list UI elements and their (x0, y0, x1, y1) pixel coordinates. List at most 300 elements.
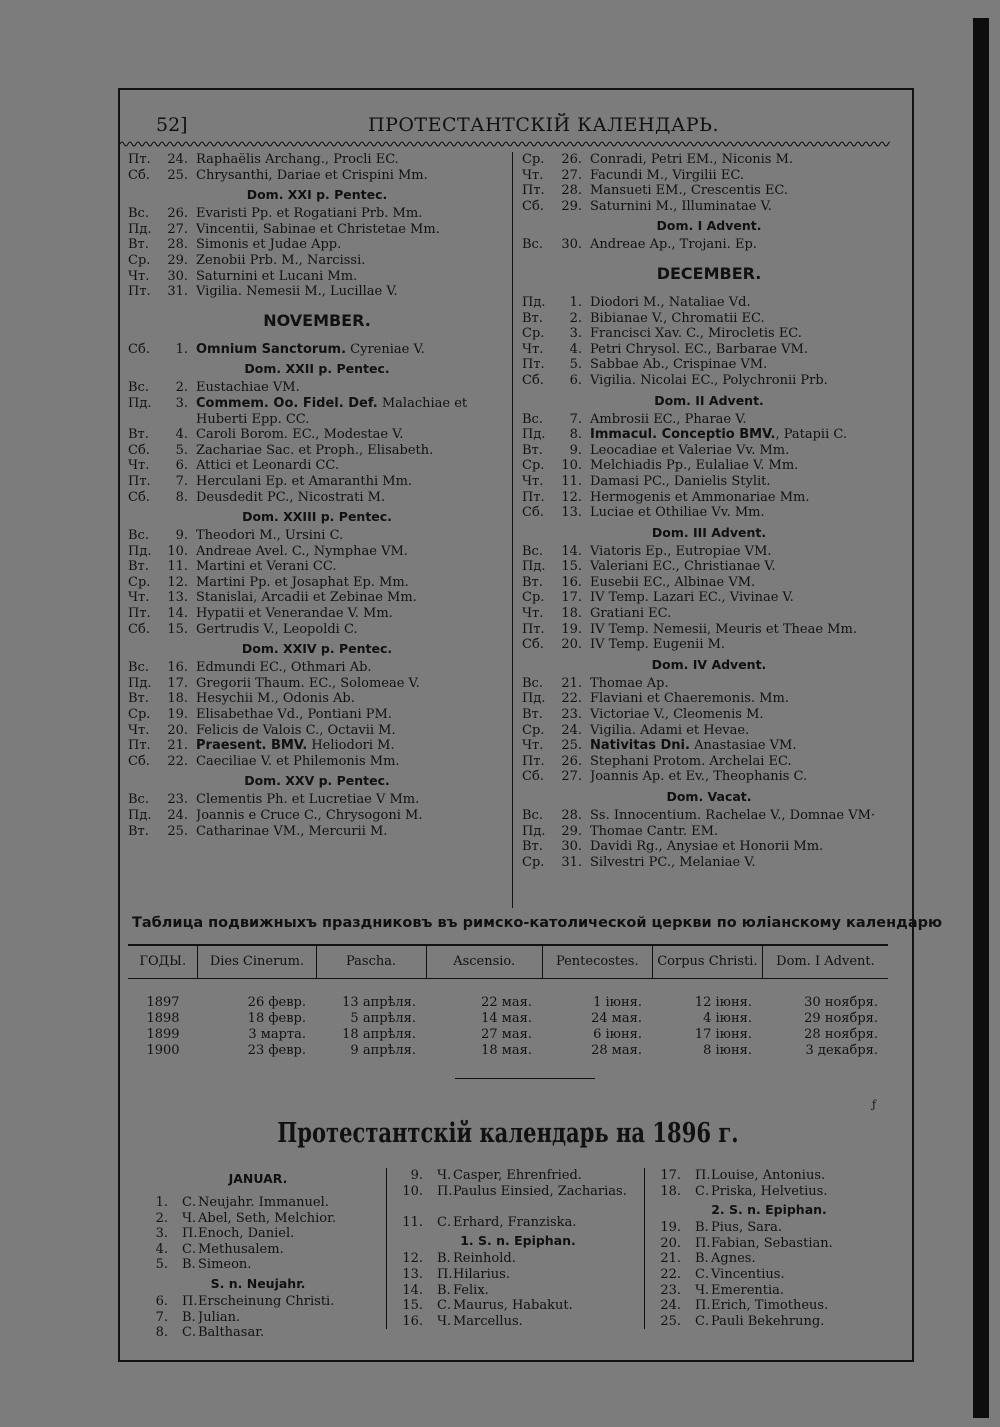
day-number: 12. (402, 1251, 423, 1267)
names-text: Maurus, Habakut. (453, 1298, 573, 1314)
day-number: 25. (561, 738, 582, 754)
table-row (128, 995, 888, 1011)
day-number: 6. (155, 1293, 168, 1309)
day-number: 9. (175, 528, 188, 544)
weekday-abbrev: Вс. (128, 660, 149, 676)
name-day-row (393, 1298, 643, 1314)
names-text: Abel, Seth, Melchior. (198, 1210, 337, 1226)
weekday-abbrev: Вс. (522, 675, 543, 691)
day-number: 1. (175, 341, 188, 357)
name-day-row (651, 1168, 887, 1184)
table-header-cell: Ascensio. (426, 946, 542, 978)
day-number: 4. (175, 427, 188, 443)
names-text: Reinhold. (453, 1251, 516, 1267)
scan-edge-stripe (973, 18, 989, 1418)
day-number: 5. (155, 1257, 168, 1273)
day-number: 26. (561, 753, 582, 769)
calendar-day-row (128, 606, 506, 622)
weekday-abbrev: Сб. (522, 637, 544, 653)
sunday-heading: S. n. Neujahr. (210, 1275, 306, 1291)
names-text: Pius, Sara. (711, 1220, 782, 1236)
saints-text: Thomae Cantr. EM. (590, 823, 719, 839)
weekday-abbrev: Ч. (695, 1282, 710, 1298)
saints-text: Joannis e Cruce C., Chrysogoni M. (196, 808, 423, 823)
day-number: 25. (167, 823, 188, 839)
table-cell: 1 іюня. (593, 995, 642, 1010)
page-number: 52] (156, 114, 188, 136)
day-number: 27. (561, 167, 582, 183)
weekday-abbrev: Сб. (128, 753, 150, 769)
calendar-day-row (522, 443, 896, 459)
calendar-day-row (522, 824, 896, 840)
weekday-abbrev: П. (695, 1235, 711, 1251)
saints-text: Stephani Protom. Archelai EC. (590, 753, 792, 769)
day-number: 29. (561, 198, 582, 214)
saints-text: Martini et Verani CC. (196, 559, 337, 575)
table-header-row (128, 946, 888, 979)
names-text: Fabian, Sebastian. (711, 1235, 833, 1251)
table-header-cell: Pascha. (316, 946, 426, 978)
names-text: Priska, Helvetius. (711, 1183, 828, 1199)
sunday-heading: Dom. I Advent. (656, 218, 762, 234)
table-cell: 24 мая. (591, 1011, 642, 1026)
weekday-abbrev: Сб. (128, 442, 150, 458)
weekday-abbrev: Пт. (522, 183, 545, 199)
names-text: Casper, Ehrenfried. (453, 1168, 582, 1183)
weekday-abbrev: Пт. (522, 621, 545, 637)
names-text: Erhard, Franziska. (453, 1214, 577, 1230)
calendar-day-row (522, 490, 896, 506)
names-text: Balthasar. (198, 1325, 265, 1341)
saints-text: Nativitas Dni. Anastasiae VM. (590, 738, 797, 754)
table-cell: 18 мая. (481, 1043, 532, 1058)
day-number: 3. (569, 326, 582, 342)
day-number: 23. (561, 707, 582, 723)
sunday-heading: Dom. Vacat. (666, 789, 752, 804)
sunday-heading: Dom. II Advent. (654, 392, 764, 408)
weekday-abbrev: С. (695, 1313, 710, 1329)
name-day-row (393, 1184, 643, 1215)
day-number: 24. (167, 808, 188, 823)
day-number: 24. (561, 722, 582, 738)
name-day-row (393, 1251, 643, 1267)
day-number: 11. (167, 559, 188, 575)
day-number: 8. (155, 1325, 168, 1341)
calendar-day-row (522, 505, 896, 521)
name-day-row (651, 1314, 887, 1330)
day-number: 2. (175, 380, 188, 396)
saints-text: Gregorii Thaum. EC., Solomeae V. (196, 675, 420, 691)
weekday-abbrev: Пд. (522, 294, 546, 310)
weekday-abbrev: В. (695, 1251, 709, 1267)
calendar-day-row (522, 723, 896, 739)
calendar-day-row (128, 676, 506, 692)
calendar-day-row (522, 622, 896, 638)
saints-text: Simonis et Judae App. (196, 237, 342, 253)
calendar-day-row (522, 691, 896, 707)
names-text: Emerentia. (711, 1282, 785, 1298)
saints-text: Martini Pp. et Josaphat Ep. Mm. (196, 574, 409, 590)
sunday-heading: JANUAR. (228, 1171, 288, 1186)
calendar-day-row (128, 528, 506, 544)
calendar-day-row (522, 152, 896, 168)
calendar-day-row (522, 199, 896, 215)
saints-text: Facundi M., Virgilii EC. (590, 167, 744, 183)
calendar-day-row (522, 311, 896, 327)
day-number: 30. (167, 268, 188, 284)
weekday-abbrev: Вт. (522, 442, 543, 458)
weekday-abbrev: Вт. (128, 823, 149, 839)
names-text: Felix. (453, 1282, 489, 1298)
calendar-day-row (522, 295, 896, 311)
saints-text: Catharinae VM., Mercurii M. (196, 823, 388, 839)
table-cell: 1898 (146, 1011, 180, 1026)
saints-text: Damasi PC., Danielis Stylit. (590, 473, 771, 489)
calendar-day-row (522, 427, 896, 443)
name-day-row (393, 1267, 643, 1283)
names-text: Enoch, Daniel. (198, 1226, 295, 1242)
page-header (140, 114, 890, 138)
weekday-abbrev: Ср. (128, 252, 151, 268)
saints-text: Attici et Leonardi CC. (196, 458, 340, 474)
weekday-abbrev: С. (182, 1241, 197, 1257)
saints-text: Saturnini M., Illuminatae V. (590, 198, 772, 214)
day-number: 22. (561, 691, 582, 707)
names-text: Erich, Timotheus. (711, 1298, 829, 1314)
weekday-abbrev: Ср. (522, 152, 545, 167)
table-cell: 6 іюня. (593, 1027, 642, 1042)
table-cell: 30 ноября. (804, 995, 878, 1010)
weekday-abbrev: В. (437, 1251, 451, 1267)
calendar-day-row (522, 559, 896, 575)
calendar-day-row (128, 269, 506, 285)
table-cell: 1897 (146, 995, 180, 1010)
calendar-day-row (522, 637, 896, 653)
weekday-abbrev: Чт. (128, 458, 150, 474)
saints-text: Thomae Ap. (590, 675, 669, 691)
weekday-abbrev: Пд. (522, 427, 546, 443)
weekday-abbrev: Сб. (128, 341, 150, 357)
calendar-day-row (128, 575, 506, 591)
table-cell: 18 февр. (247, 1011, 306, 1026)
day-number: 16. (561, 574, 582, 590)
protestant-column-3 (644, 1168, 887, 1329)
day-number: 4. (569, 341, 582, 357)
saints-text: Deusdedit PC., Nicostrati M. (196, 489, 386, 505)
name-day-row (393, 1168, 643, 1184)
table-cell: 5 апрѣля. (350, 1011, 416, 1026)
names-text: Paulus Einsied, Zacharias. (453, 1183, 627, 1199)
printer-mark: ƒ (872, 1098, 877, 1111)
calendar-day-row (522, 855, 896, 871)
day-number: 31. (561, 854, 582, 870)
weekday-abbrev: Вс. (128, 206, 149, 222)
calendar-day-row (128, 474, 506, 490)
weekday-abbrev: Сб. (522, 198, 544, 214)
saints-text: IV Temp. Lazari EC., Vivinae V. (590, 590, 794, 606)
saints-text: Theodori M., Ursini C. (196, 528, 344, 544)
table-header-cell: Corpus Christi. (652, 946, 762, 978)
name-day-row (651, 1298, 887, 1314)
saints-text: Davidi Rg., Anysiae et Honorii Mm. (590, 839, 824, 855)
day-number: 5. (569, 357, 582, 373)
calendar-column-right (522, 152, 896, 870)
weekday-abbrev: Вт. (522, 839, 543, 855)
calendar-day-row (128, 443, 506, 459)
day-number: 20. (561, 637, 582, 653)
day-number: 10. (561, 458, 582, 474)
day-number: 2. (155, 1210, 168, 1226)
calendar-column-left (128, 152, 506, 839)
saints-text: Flaviani et Chaeremonis. Mm. (590, 691, 789, 707)
names-text: Hilarius. (453, 1266, 510, 1282)
weekday-abbrev: В. (182, 1257, 196, 1273)
protestant-column-1 (138, 1168, 378, 1341)
weekday-abbrev: Вс. (128, 792, 149, 808)
names-text: Pauli Bekehrung. (711, 1313, 825, 1329)
saints-text: Andreae Ap., Trojani. Ep. (590, 237, 757, 253)
saints-text: Ss. Innocentium. Rachelae V., Domnae VM· (590, 808, 876, 823)
weekday-abbrev: В. (437, 1282, 451, 1298)
weekday-abbrev: Чт. (522, 473, 544, 489)
weekday-abbrev: П. (695, 1298, 711, 1314)
calendar-day-row (128, 152, 506, 168)
calendar-day-row (128, 206, 506, 222)
day-number: 28. (561, 183, 582, 199)
day-number: 7. (175, 473, 188, 489)
calendar-day-row (522, 839, 896, 855)
weekday-abbrev: С. (182, 1195, 197, 1210)
table-header-cell: Dies Cinerum. (197, 946, 315, 978)
saints-text: Francisci Xav. C., Mirocletis EC. (590, 326, 802, 342)
weekday-abbrev: С. (437, 1214, 452, 1230)
weekday-abbrev: Вт. (128, 559, 149, 575)
day-number: 11. (402, 1214, 423, 1230)
weekday-abbrev: Вт. (128, 691, 149, 707)
name-day-row (138, 1310, 378, 1326)
weekday-abbrev: Ср. (522, 326, 545, 342)
saints-text: Vigilia. Nemesii M., Lucillae V. (196, 284, 398, 300)
calendar-day-row (522, 676, 896, 692)
sunday-heading: Dom. XXII p. Pentec. (244, 361, 390, 377)
saints-text: Melchiadis Pp., Eulaliae V. Mm. (590, 458, 799, 474)
month-heading: DECEMBER. (656, 263, 762, 283)
calendar-day-row (128, 342, 506, 358)
day-number: 19. (167, 707, 188, 723)
day-number: 21. (167, 738, 188, 754)
saints-text: IV Temp. Nemesii, Meuris et Theae Mm. (590, 621, 857, 637)
sunday-heading: Dom. III Advent. (651, 524, 767, 540)
table-cell: 4 іюня. (703, 1011, 752, 1026)
name-day-row (138, 1257, 378, 1273)
table-cell: 1899 (146, 1027, 180, 1042)
table-body (128, 995, 888, 1059)
section-divider (455, 1078, 595, 1079)
saints-text: Praesent. BMV. Heliodori M. (196, 738, 395, 754)
table-row (128, 1027, 888, 1043)
calendar-day-row (128, 544, 506, 560)
day-number: 3. (175, 395, 188, 411)
day-number: 9. (569, 442, 582, 458)
calendar-day-row (128, 490, 506, 506)
sunday-heading: Dom. XXIV p. Pentec. (241, 641, 393, 657)
weekday-abbrev: Пт. (128, 738, 151, 754)
table-cell: 14 мая. (481, 1011, 532, 1026)
saints-text: Stanislai, Arcadii et Zebinae Mm. (196, 590, 417, 606)
names-text: Neujahr. Immanuel. (198, 1195, 329, 1210)
day-number: 31. (167, 284, 188, 300)
sunday-heading: 1. S. n. Epiphan. (460, 1233, 576, 1249)
weekday-abbrev: Ср. (522, 590, 545, 606)
name-day-row (651, 1236, 887, 1252)
saints-text: Omnium Sanctorum. Cyreniae V. (196, 341, 425, 357)
weekday-abbrev: Пт. (128, 606, 151, 622)
weekday-abbrev: Чт. (522, 341, 544, 357)
day-number: 12. (167, 574, 188, 590)
weekday-abbrev: Сб. (128, 167, 150, 183)
weekday-abbrev: Сб. (522, 372, 544, 388)
saints-text: Vigilia. Nicolai EC., Polychronii Prb. (590, 372, 828, 388)
day-number: 19. (660, 1220, 681, 1236)
calendar-day-row (128, 622, 506, 638)
day-number: 13. (561, 505, 582, 521)
day-number: 4. (155, 1241, 168, 1257)
weekday-abbrev: Пд. (128, 221, 152, 237)
weekday-abbrev: Пд. (128, 543, 152, 559)
calendar-day-row (522, 237, 896, 253)
saints-text: Raphaëlis Archang., Procli EC. (196, 152, 399, 167)
weekday-abbrev: Вт. (128, 237, 149, 253)
day-number: 23. (660, 1282, 681, 1298)
weekday-abbrev: Вт. (522, 310, 543, 326)
day-number: 26. (561, 152, 582, 167)
day-number: 22. (660, 1266, 681, 1282)
day-number: 18. (561, 606, 582, 622)
calendar-day-row (128, 808, 506, 824)
day-number: 21. (561, 675, 582, 691)
saints-text: Hesychii M., Odonis Ab. (196, 691, 355, 707)
name-day-row (651, 1283, 887, 1299)
weekday-abbrev: Пт. (128, 152, 151, 167)
day-number: 1. (569, 294, 582, 310)
day-number: 27. (167, 221, 188, 237)
weekday-abbrev: Чт. (522, 167, 544, 183)
saints-text: Caeciliae V. et Philemonis Mm. (196, 753, 400, 769)
movable-feasts-table (128, 944, 888, 1059)
calendar-day-row (522, 606, 896, 622)
weekday-abbrev: Вс. (128, 528, 149, 544)
weekday-abbrev: П. (182, 1226, 198, 1242)
saints-text: Eustachiae VM. (196, 380, 300, 396)
calendar-day-row (128, 792, 506, 808)
saints-text: Edmundi EC., Othmari Ab. (196, 660, 372, 676)
saints-text: Commem. Oo. Fidel. Def. Malachiae et Huberti Epp. CC. (196, 395, 468, 427)
table-cell: 8 іюня. (703, 1043, 752, 1058)
calendar-day-row (128, 590, 506, 606)
column-divider (512, 152, 513, 908)
calendar-day-row (128, 559, 506, 575)
decorative-wave-rule (120, 140, 890, 148)
calendar-day-row (522, 738, 896, 754)
table-cell: 1900 (146, 1043, 180, 1058)
table-cell: 3 марта. (248, 1027, 306, 1042)
weekday-abbrev: П. (695, 1168, 711, 1183)
table-cell: 26 февр. (247, 995, 306, 1010)
saints-text: Caroli Borom. EC., Modestae V. (196, 427, 404, 443)
weekday-abbrev: Пд. (522, 823, 546, 839)
day-number: 8. (175, 489, 188, 505)
calendar-day-row (522, 808, 896, 824)
calendar-day-row (522, 474, 896, 490)
saints-text: Mansueti EM., Crescentis EC. (590, 183, 789, 199)
sunday-heading: Dom. XXI p. Pentec. (246, 187, 388, 203)
day-number: 24. (660, 1298, 681, 1314)
name-day-row (651, 1220, 887, 1236)
saints-text: Saturnini et Lucani Mm. (196, 268, 358, 284)
month-heading: NOVEMBER. (263, 310, 371, 330)
calendar-day-row (522, 342, 896, 358)
name-day-row (651, 1267, 887, 1283)
day-number: 17. (561, 590, 582, 606)
saints-text: Valeriani EC., Christianae V. (590, 559, 776, 575)
weekday-abbrev: С. (182, 1325, 197, 1341)
saints-text: Gratiani EC. (590, 606, 672, 622)
saints-text: Luciae et Othiliae Vv. Mm. (590, 505, 765, 521)
saints-text: Conradi, Petri EM., Niconis M. (590, 152, 794, 167)
table-cell: 9 апрѣля. (350, 1043, 416, 1058)
day-number: 1. (155, 1195, 168, 1210)
sunday-heading: Dom. XXV p. Pentec. (244, 773, 390, 789)
calendar-day-row (522, 458, 896, 474)
weekday-abbrev: Сб. (128, 621, 150, 637)
weekday-abbrev: Чт. (128, 722, 150, 738)
day-number: 29. (167, 252, 188, 268)
day-number: 6. (569, 372, 582, 388)
day-number: 7. (569, 411, 582, 427)
saints-text: Sabbae Ab., Crispinae VM. (590, 357, 768, 373)
saints-text: Vigilia. Adami et Hevae. (590, 722, 750, 738)
saints-text: Bibianae V., Chromatii EC. (590, 310, 765, 326)
day-number: 17. (167, 675, 188, 691)
table-cell: 12 іюня. (694, 995, 752, 1010)
names-text: Louise, Antonius. (711, 1168, 826, 1183)
saints-text: Zachariae Sac. et Proph., Elisabeth. (196, 442, 434, 458)
table-header-cell: ГОДЫ. (139, 954, 187, 969)
saints-text: Gertrudis V., Leopoldi C. (196, 621, 358, 637)
calendar-day-row (128, 691, 506, 707)
weekday-abbrev: Вт. (128, 427, 149, 443)
saints-text: Hermogenis et Ammonariae Mm. (590, 489, 810, 505)
day-number: 13. (402, 1266, 423, 1282)
table-header-cell: Dom. I Advent. (762, 946, 888, 978)
calendar-day-row (128, 754, 506, 770)
day-number: 15. (402, 1298, 423, 1314)
day-number: 28. (561, 808, 582, 823)
calendar-day-row (128, 427, 506, 443)
weekday-abbrev: Чт. (128, 268, 150, 284)
day-number: 13. (167, 590, 188, 606)
names-text: Julian. (198, 1309, 241, 1325)
saints-text: Ambrosii EC., Pharae V. (590, 411, 747, 427)
table-cell: 28 мая. (591, 1043, 642, 1058)
day-number: 11. (561, 473, 582, 489)
day-number: 25. (167, 167, 188, 183)
day-number: 9. (410, 1168, 423, 1183)
names-text: Simeon. (198, 1257, 252, 1273)
day-number: 14. (402, 1282, 423, 1298)
calendar-day-row (128, 660, 506, 676)
calendar-day-row (128, 824, 506, 840)
